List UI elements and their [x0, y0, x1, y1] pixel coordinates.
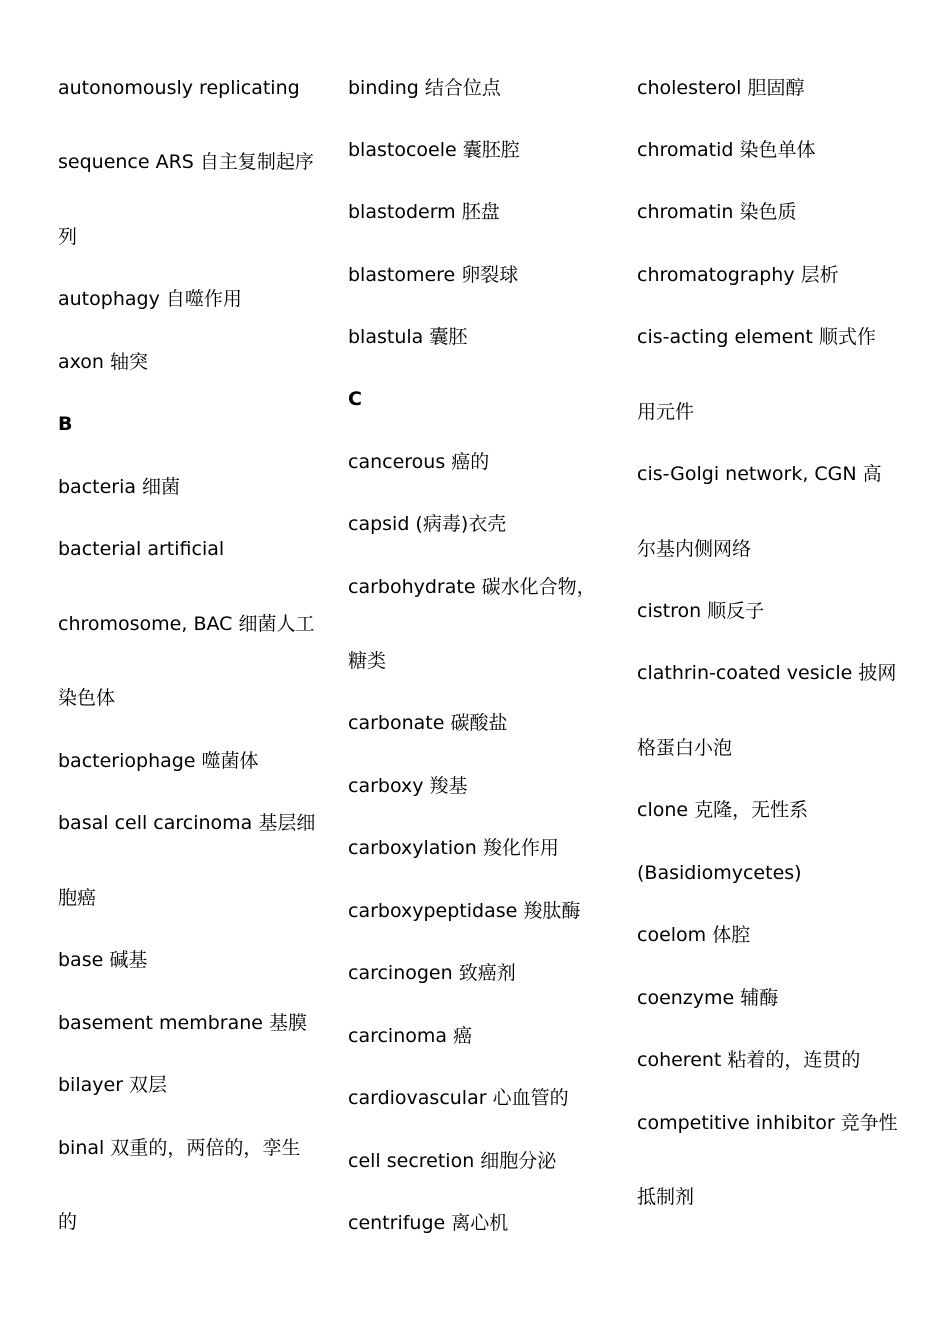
- glossary-line: cis-Golgi network, CGN 高: [637, 463, 882, 485]
- glossary-line: carbonate 碳酸盐: [348, 712, 508, 734]
- glossary-line: centrifuge 离心机: [348, 1212, 509, 1234]
- glossary-line: competitive inhibitor 竞争性: [637, 1112, 898, 1134]
- glossary-line: carcinoma 癌: [348, 1025, 473, 1047]
- glossary-line: 的: [58, 1211, 78, 1233]
- glossary-line: cis-acting element 顺式作: [637, 326, 876, 348]
- glossary-line: bilayer 双层: [58, 1074, 168, 1096]
- glossary-line: chromatography 层析: [637, 264, 839, 286]
- glossary-line: carboxylation 羧化作用: [348, 837, 559, 859]
- glossary-line: 染色体: [58, 687, 116, 709]
- glossary-line: chromatid 染色单体: [637, 139, 816, 161]
- section-letter-heading: C: [348, 388, 362, 410]
- glossary-line: binding 结合位点: [348, 77, 501, 99]
- glossary-line: 胞癌: [58, 887, 97, 909]
- glossary-line: chromatin 染色质: [637, 201, 797, 223]
- glossary-line: bacteria 细菌: [58, 476, 181, 498]
- glossary-line: carboxy 羧基: [348, 775, 468, 797]
- glossary-line: carcinogen 致癌剂: [348, 962, 516, 984]
- glossary-line: coherent 粘着的，连贯的: [637, 1049, 861, 1071]
- glossary-line: binal 双重的，两倍的，孪生: [58, 1137, 301, 1159]
- glossary-line: autophagy 自噬作用: [58, 288, 242, 310]
- glossary-line: basement membrane 基膜: [58, 1012, 308, 1034]
- glossary-line: carboxypeptidase 羧肽酶: [348, 900, 581, 922]
- glossary-line: 尔基内侧网络: [637, 538, 752, 560]
- glossary-line: 用元件: [637, 401, 695, 423]
- glossary-line: 抵制剂: [637, 1186, 695, 1208]
- glossary-line: clathrin-coated vesicle 披网: [637, 662, 897, 684]
- glossary-line: autonomously replicating: [58, 77, 300, 99]
- glossary-line: coelom 体腔: [637, 924, 751, 946]
- glossary-line: 格蛋白小泡: [637, 737, 733, 759]
- glossary-line: blastula 囊胚: [348, 326, 468, 348]
- glossary-line: blastocoele 囊胚腔: [348, 139, 520, 161]
- glossary-line: bacterial artificial: [58, 538, 225, 560]
- glossary-line: basal cell carcinoma 基层细: [58, 812, 316, 834]
- glossary-line: coenzyme 辅酶: [637, 987, 779, 1009]
- glossary-line: cell secretion 细胞分泌: [348, 1150, 557, 1172]
- section-letter-heading: B: [58, 413, 73, 435]
- glossary-line: capsid (病毒)衣壳: [348, 513, 507, 535]
- glossary-line: (Basidiomycetes): [637, 862, 802, 884]
- glossary-line: sequence ARS 自主复制起序: [58, 151, 314, 173]
- glossary-line: 列: [58, 226, 78, 248]
- glossary-line: chromosome, BAC 细菌人工: [58, 613, 315, 635]
- glossary-line: cancerous 癌的: [348, 451, 490, 473]
- glossary-line: 糖类: [348, 650, 387, 672]
- glossary-line: axon 轴突: [58, 351, 149, 373]
- glossary-line: carbohydrate 碳水化合物，: [348, 576, 596, 598]
- glossary-line: base 碱基: [58, 949, 148, 971]
- glossary-line: blastomere 卵裂球: [348, 264, 519, 286]
- glossary-line: cistron 顺反子: [637, 600, 765, 622]
- glossary-line: cardiovascular 心血管的: [348, 1087, 569, 1109]
- glossary-line: clone 克隆，无性系: [637, 799, 809, 821]
- glossary-line: bacteriophage 噬菌体: [58, 750, 259, 772]
- glossary-line: cholesterol 胆固醇: [637, 77, 805, 99]
- glossary-line: blastoderm 胚盘: [348, 201, 500, 223]
